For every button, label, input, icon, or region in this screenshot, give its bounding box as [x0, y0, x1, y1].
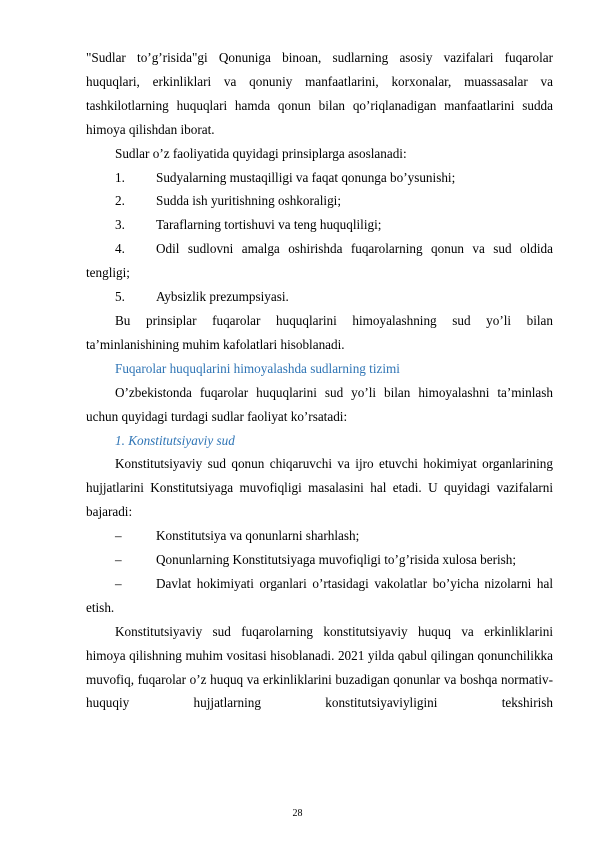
list-text: Sudyalarning mustaqilligi va faqat qonunga bo’ysunishi; [156, 169, 456, 185]
list-text: Qonunlarning Konstitutsiyaga muvofiqligi to’g’risida xulosa berish; [156, 552, 517, 568]
list-number: 1. [115, 169, 125, 185]
constitutional-court-role-paragraph: Konstitutsiyaviy sud fuqarolarning konstitutsiyaviy huquq va erkinliklarini himoya qilishning muhim vositasi hisoblanadi. 2021 yilda qabul qilingan qonunchilikka muvofiq, fuqarolar o’z huquq va erkinliklarini buzadigan qonunlar va boshqa normativ-huquqiy hujjatlarning konstitutsiyaviyligini tekshirish [86, 623, 553, 711]
list-dash: – [115, 575, 122, 591]
principle-item [86, 213, 553, 237]
list-dash: – [115, 528, 122, 544]
intro-paragraph: "Sudlar to’g’risida"gi Qonuniga binoan, sudlarning asosiy vazifalari fuqarolar huquqlari, erkinliklari va qonuniy manfaatlarini, korxonalar, muassasalar va tashkilotlarning huquqlari hamda qonun bilan qo’riqlanadigan manfaatlarini sudda himoya qilishdan iborat. [86, 50, 553, 137]
task-item [86, 572, 553, 620]
task-item [86, 548, 553, 572]
principle-item [86, 166, 553, 190]
subsection-heading: 1. Konstitutsiyaviy sud [115, 432, 235, 448]
principles-summary: Bu prinsiplar fuqarolar huquqlarini himoyalashning sud yo’li bilan ta’minlanishining muhim kafolatlari hisoblanadi. [86, 312, 553, 352]
list-number: 2. [115, 193, 125, 209]
document-page [86, 46, 553, 715]
page-number: 28 [292, 808, 303, 819]
principles-intro: Sudlar o’z faoliyatida quyidagi prinsiplarga asoslanadi: [115, 145, 407, 161]
list-text: Konstitutsiya va qonunlarni sharhlash; [156, 528, 360, 544]
principle-item [86, 237, 553, 285]
list-text: Aybsizlik prezumpsiyasi. [156, 289, 289, 305]
task-item [86, 524, 553, 548]
list-text: Sudda ish yuritishning oshkoraligi; [156, 193, 341, 209]
constitutional-court-paragraph: Konstitutsiyaviy sud qonun chiqaruvchi va ijro etuvchi hokimiyat organlarining hujjatlarini Konstitutsiyaga muvofiqligi masalasini hal etadi. U quyidagi vazifalarni bajaradi: [86, 456, 553, 520]
courts-intro: O’zbekistonda fuqarolar huquqlarini sud yo’li bilan himoyalashni ta’minlash uchun quyidagi turdagi sudlar faoliyat ko’rsatadi: [86, 384, 553, 424]
list-number: 4. [115, 241, 125, 257]
list-text: Davlat hokimiyati organlari o’rtasidagi vakolatlar bo’yicha nizolarni hal etish. [86, 575, 553, 615]
list-number: 5. [115, 289, 125, 305]
principle-item [86, 189, 553, 213]
list-number: 3. [115, 217, 125, 233]
section-heading: Fuqarolar huquqlarini himoyalashda sudlarning tizimi [115, 360, 400, 376]
principle-item [86, 285, 553, 309]
list-text: Odil sudlovni amalga oshirishda fuqarolarning qonun va sud oldida tengligi; [86, 241, 553, 281]
list-text: Taraflarning tortishuvi va teng huquqliligi; [156, 217, 382, 233]
list-dash: – [115, 552, 122, 568]
